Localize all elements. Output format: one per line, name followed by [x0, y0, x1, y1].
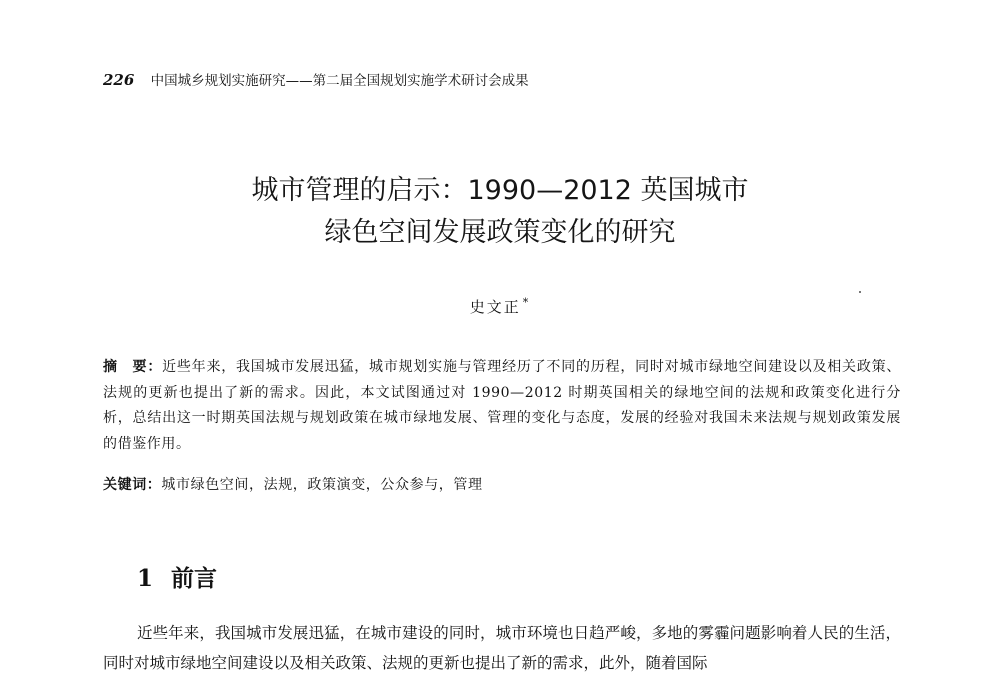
keywords-label: 关键词：: [103, 477, 162, 493]
body-paragraph: 近些年来，我国城市发展迅猛，在城市建设的同时，城市环境也日趋严峻，多地的雾霾问题影响着人民的生活，同时对城市绿地空间建设以及相关政策、法规的更新也提出了新的需求，此外，随着国际: [103, 624, 901, 672]
author: [0, 296, 1000, 317]
author-name: 史文正: [469, 298, 521, 316]
section-title: 前言: [171, 565, 218, 592]
page-number: 226: [103, 71, 135, 89]
paper-title-line-1: 城市管理的启示：1990—2012 英国城市: [251, 175, 749, 206]
section-heading: [137, 560, 217, 593]
abstract-text: 近些年来，我国城市发展迅猛，城市规划实施与管理经历了不同的历程，同时对城市绿地空间建设以及相关政策、法规的更新也提出了新的需求。因此，本文试图通过对 1990—2012 时期英国相关的绿地空间的法规和政策变化进行分析，总结出这一时期英国法规与规划政策在城市绿地发展、管理的变化与态度，发展的经验对我国未来法规与规划政策发展的借鉴作用。: [103, 359, 901, 452]
abstract-label: 摘 要：: [103, 359, 163, 375]
author-footnote-mark: *: [522, 296, 531, 309]
running-head: [103, 69, 529, 89]
keywords: [103, 473, 901, 498]
keywords-text: 城市绿色空间，法规，政策演变，公众参与，管理: [161, 477, 483, 493]
scan-speck: [859, 291, 861, 293]
paper-title-line-2: 绿色空间发展政策变化的研究: [324, 217, 676, 248]
section-number: 1: [137, 565, 154, 592]
running-head-text: 中国城乡规划实施研究——第二届全国规划实施学术研讨会成果: [150, 73, 529, 89]
abstract: [103, 355, 901, 457]
